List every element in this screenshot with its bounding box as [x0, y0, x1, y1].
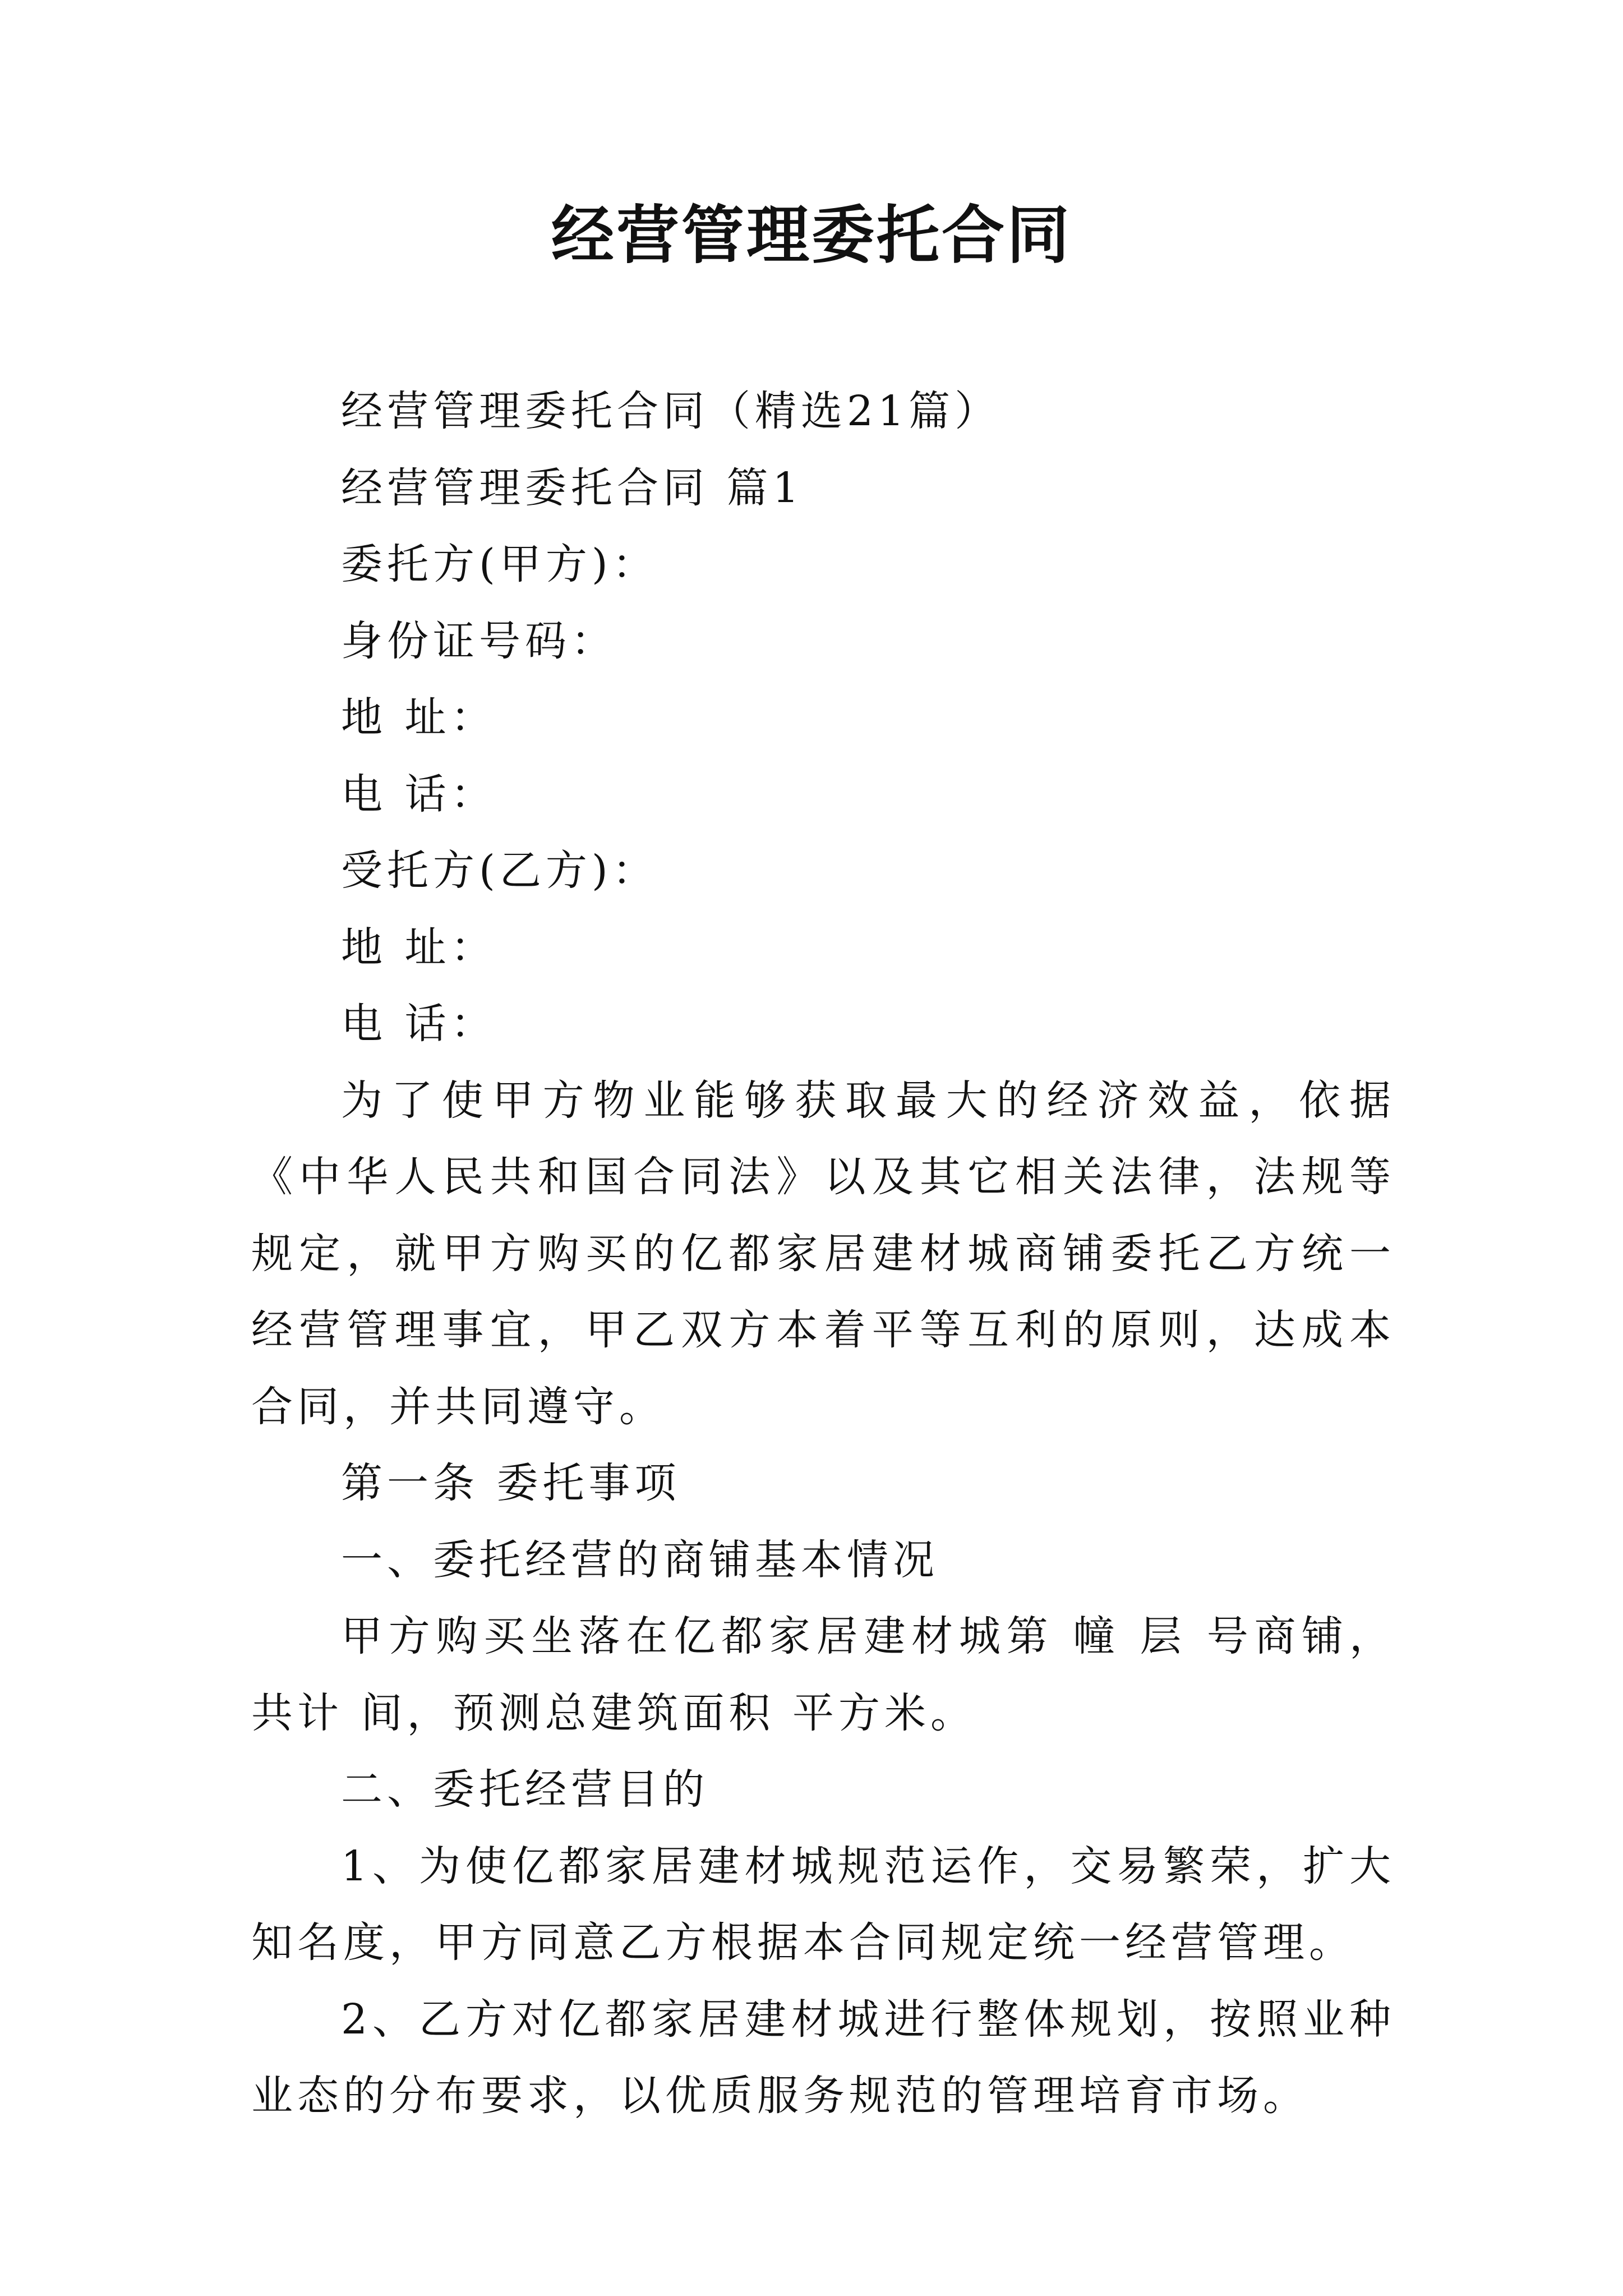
field-client: 委托方(甲方)：	[341, 540, 658, 588]
article-1-heading: 第一条 委托事项	[341, 1459, 681, 1507]
paragraph-preamble: 为了使甲方物业能够获取最大的经济效益，依据《中华人民共和国合同法》以及其它相关法律，法规等规定，就甲方购买的亿都家居建材城商铺委托乙方统一经营管理事宜，甲乙双方本着平等互利的原则，达成本合同，并共同遵守。	[251, 1076, 1395, 1431]
clause-2-heading: 二、委托经营目的	[341, 1765, 709, 1814]
field-id-number: 身份证号码：	[341, 616, 617, 665]
document-title: 经营管理委托合同	[551, 199, 1072, 272]
field-trustee-address: 地 址：	[341, 923, 497, 972]
field-client-address: 地 址：	[341, 693, 497, 742]
field-trustee-phone: 电 话：	[341, 1000, 497, 1048]
document-body	[251, 373, 1395, 2134]
paragraph-section-heading: 经营管理委托合同 篇1	[341, 463, 804, 512]
clause-2-item-2: 2、乙方对亿都家居建材城进行整体规划，按照业种业态的分布要求，以优质服务规范的管理培育市场。	[251, 1995, 1395, 2120]
field-client-phone: 电 话：	[341, 770, 497, 818]
paragraph-collection-title: 经营管理委托合同（精选21篇）	[341, 387, 1001, 435]
field-trustee: 受托方(乙方)：	[341, 846, 658, 895]
clause-1-heading: 一、委托经营的商铺基本情况	[341, 1535, 939, 1584]
clause-2-item-1: 1、为使亿都家居建材城规范运作，交易繁荣，扩大知名度，甲方同意乙方根据本合同规定统一经营管理。	[251, 1842, 1395, 1967]
clause-1-text: 甲方购买坐落在亿都家居建材城第 幢 层 号商铺，共计 间，预测总建筑面积 平方米。	[251, 1612, 1395, 1737]
